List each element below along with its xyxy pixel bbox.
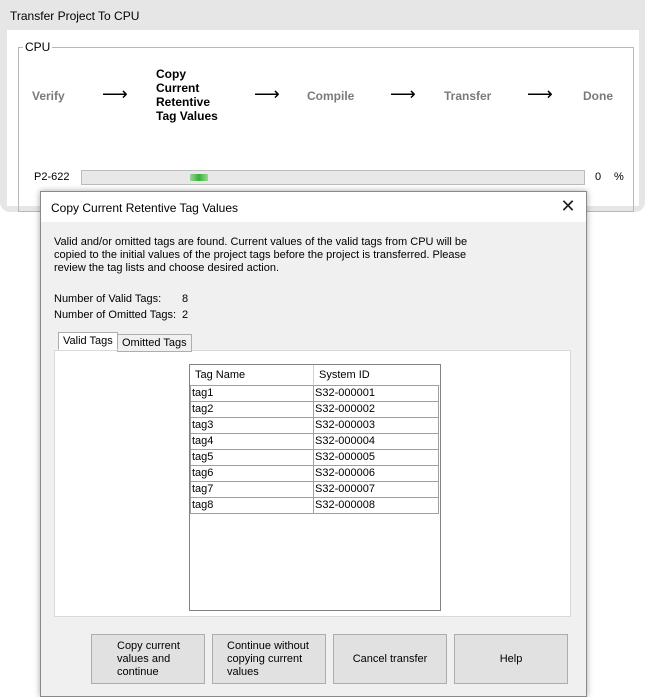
valid-tags-panel xyxy=(54,350,571,617)
step-label-line: Current xyxy=(156,81,200,95)
table-row[interactable] xyxy=(190,433,440,449)
copy-and-continue-label xyxy=(117,640,180,679)
step-transfer: Transfer xyxy=(444,89,492,103)
table-row[interactable] xyxy=(190,417,440,433)
cancel-transfer-button[interactable] xyxy=(333,634,447,684)
cpu-groupbox xyxy=(18,47,634,212)
arrow-icon: ⟶ xyxy=(390,84,416,104)
system-id-cell: S32-000006 xyxy=(313,465,439,482)
button-text-line: values and xyxy=(117,652,171,665)
valid-count-value: 8 xyxy=(182,293,189,305)
help-button[interactable] xyxy=(454,634,568,684)
valid-count-label: Number of Valid Tags: xyxy=(54,293,162,305)
progress-bar xyxy=(81,170,585,185)
tag-name-cell: tag8 xyxy=(190,497,314,514)
tag-table-header xyxy=(190,365,440,386)
close-icon[interactable]: ✕ xyxy=(560,196,576,216)
help-label: Help xyxy=(499,652,523,665)
tag-name-cell: tag5 xyxy=(190,449,314,466)
system-id-cell: S32-000004 xyxy=(313,433,439,450)
tag-name-cell: tag3 xyxy=(190,417,314,434)
table-row[interactable] xyxy=(190,385,440,401)
system-id-cell: S32-000008 xyxy=(313,497,439,514)
tab-valid-tags[interactable]: Valid Tags xyxy=(58,332,118,350)
transfer-window xyxy=(0,0,645,212)
table-row[interactable] xyxy=(190,497,440,513)
button-text-line: copying current xyxy=(227,652,303,665)
table-row[interactable] xyxy=(190,449,440,465)
cpu-group-label: CPU xyxy=(25,40,51,54)
step-label-line: Copy xyxy=(156,67,186,81)
transfer-window-body xyxy=(7,30,639,206)
progress-bar-fill xyxy=(190,174,208,181)
system-id-cell: S32-000007 xyxy=(313,481,439,498)
tab-omitted-tags[interactable]: Omitted Tags xyxy=(117,334,192,352)
continue-without-copying-label xyxy=(227,640,309,679)
tag-name-cell: tag2 xyxy=(190,401,314,418)
copy-and-continue-button[interactable] xyxy=(91,634,205,684)
copy-retentive-dialog xyxy=(40,191,587,697)
cancel-transfer-label: Cancel transfer xyxy=(352,652,428,665)
button-text-line: values xyxy=(227,665,259,678)
tag-table xyxy=(189,364,441,611)
system-id-cell: S32-000005 xyxy=(313,449,439,466)
progress-percent-sign: % xyxy=(614,171,624,183)
transfer-window-title: Transfer Project To CPU xyxy=(10,9,140,23)
dialog-description: Valid and/or omitted tags are found. Current values of the valid tags from CPU will be copied to the initial values of the project tags before the project is transferred. Please review the tag lists and choose desired action. xyxy=(54,236,468,274)
tag-name-cell: tag6 xyxy=(190,465,314,482)
arrow-icon: ⟶ xyxy=(102,84,128,104)
continue-without-copying-button[interactable] xyxy=(212,634,326,684)
system-id-cell: S32-000003 xyxy=(313,417,439,434)
step-done: Done xyxy=(583,89,613,103)
system-id-cell: S32-000002 xyxy=(313,401,439,418)
button-text-line: continue xyxy=(117,665,159,678)
column-header-tag-name[interactable]: Tag Name xyxy=(195,369,246,381)
step-label-line: Tag Values xyxy=(156,109,218,123)
step-copy-retentive xyxy=(156,67,218,123)
step-label-line: Retentive xyxy=(156,95,211,109)
progress-percent-value: 0 xyxy=(595,171,602,183)
table-row[interactable] xyxy=(190,465,440,481)
arrow-icon: ⟶ xyxy=(254,84,280,104)
system-id-cell: S32-000001 xyxy=(313,385,439,402)
progress-device-label: P2-622 xyxy=(34,171,70,183)
dialog-title: Copy Current Retentive Tag Values xyxy=(51,201,238,215)
tag-name-cell: tag4 xyxy=(190,433,314,450)
column-divider[interactable] xyxy=(313,365,314,385)
tag-name-cell: tag1 xyxy=(190,385,314,402)
column-header-system-id[interactable]: System ID xyxy=(319,369,370,381)
arrow-icon: ⟶ xyxy=(527,84,553,104)
button-text-line: Copy current xyxy=(117,639,180,652)
omitted-count-value: 2 xyxy=(182,309,189,321)
dialog-titlebar xyxy=(41,192,586,222)
table-row[interactable] xyxy=(190,481,440,497)
tag-name-cell: tag7 xyxy=(190,481,314,498)
step-verify: Verify xyxy=(32,89,65,103)
transfer-window-titlebar xyxy=(0,0,645,30)
button-text-line: Continue without xyxy=(227,639,309,652)
step-compile: Compile xyxy=(307,89,355,103)
omitted-count-label: Number of Omitted Tags: xyxy=(54,309,177,321)
table-row[interactable] xyxy=(190,401,440,417)
